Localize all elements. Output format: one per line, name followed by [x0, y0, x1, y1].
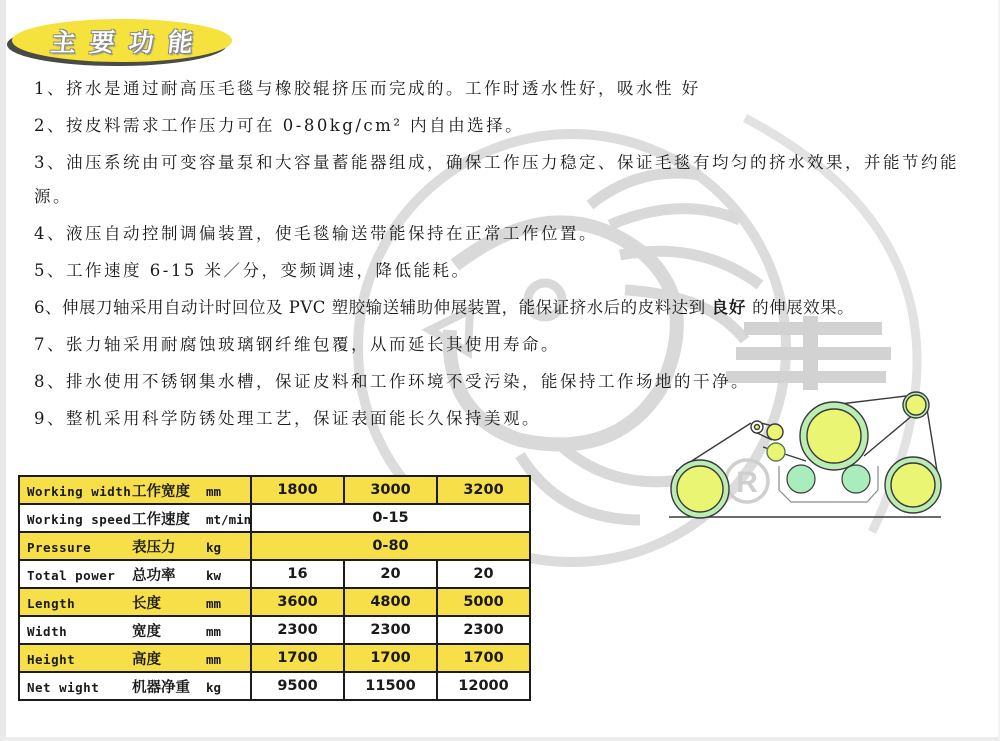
spec-unit: mm: [206, 483, 222, 499]
table-row: [19, 588, 530, 616]
feature-item-7: 7、张力轴采用耐腐蚀玻璃钢纤维包覆，从而延长其使用寿命。: [34, 335, 560, 354]
spec-name-en: Pressure: [27, 539, 92, 555]
spec-value: 9500: [251, 672, 344, 700]
spec-value: 1700: [344, 644, 437, 672]
feature-item-1: 1、挤水是通过耐高压毛毯与橡胶辊挤压而完成的。工作时透水性好，吸水性 好: [34, 79, 701, 98]
spec-name-en: Width: [27, 623, 68, 639]
spec-name-cn: 机器净重: [132, 679, 190, 696]
spec-table: [18, 475, 531, 701]
spec-value: 1800: [251, 476, 344, 504]
spec-name-cn: 高度: [132, 651, 161, 668]
feature-item-9: 9、整机采用科学防锈处理工艺，保证表面能长久保持美观。: [34, 409, 541, 428]
section-title-badge: [12, 19, 232, 62]
table-row: [19, 504, 530, 532]
spec-value: 16: [251, 560, 344, 588]
spec-name-cn: 工作速度: [132, 511, 190, 528]
spec-name-cn: 总功率: [132, 567, 176, 584]
registered-trademark-letter: R: [736, 466, 758, 499]
spec-name-cn: 宽度: [132, 623, 161, 640]
spec-unit: kw: [206, 567, 222, 583]
spec-value: 20: [437, 560, 530, 588]
spec-unit: mm: [206, 595, 222, 611]
belt-line: [864, 415, 913, 456]
spec-name-en: Working width: [27, 483, 132, 499]
spec-value: 4800: [344, 588, 437, 616]
table-row: [19, 476, 530, 504]
spec-value: 0-80: [251, 532, 530, 560]
spec-value: 12000: [437, 672, 530, 700]
table-row: [19, 644, 530, 672]
spec-unit: kg: [206, 679, 222, 695]
spec-unit: mm: [206, 651, 222, 667]
spec-value: 2300: [437, 616, 530, 644]
spec-value: 20: [344, 560, 437, 588]
machine-diagram: [655, 383, 955, 525]
feature-item-2: 2、按皮料需求工作压力可在 0-80kg/cm² 内自由选择。: [34, 116, 525, 135]
spec-value: 2300: [344, 616, 437, 644]
adjuster-pulley: [767, 424, 783, 440]
spec-unit: mt/min: [206, 511, 252, 527]
spec-value: 1700: [437, 644, 530, 672]
feature-item-6: 6、伸展刀轴采用自动计时回位及 PVC 塑胶输送辅助伸展装置，能保证挤水后的皮料达到 良好 的伸展效果。: [34, 298, 855, 317]
table-row: [19, 532, 530, 560]
spec-name-cn: 表压力: [132, 539, 176, 556]
spec-name-en: Net wight: [27, 679, 100, 695]
table-row: [19, 616, 530, 644]
spec-name-cn: 长度: [132, 595, 161, 612]
spec-name-cn: 工作宽度: [132, 483, 190, 500]
spec-value: 1700: [251, 644, 344, 672]
spec-value: 11500: [344, 672, 437, 700]
table-row: [19, 560, 530, 588]
spec-name-en: Total power: [27, 567, 116, 583]
spec-name-en: Height: [27, 651, 76, 667]
page-title: 主要功能: [49, 27, 209, 57]
spec-value: 3200: [437, 476, 530, 504]
spec-value: 5000: [437, 588, 530, 616]
spec-value: 3000: [344, 476, 437, 504]
squeeze-roll: [842, 465, 870, 493]
spec-table-body: [19, 476, 530, 700]
belt-line: [840, 396, 906, 404]
spec-unit: mm: [206, 623, 222, 639]
feature-item-4: 4、液压自动控制调偏装置，使毛毯输送带能保持在正常工作位置。: [34, 224, 598, 243]
spec-name-en: Working speed: [27, 511, 132, 527]
spec-name-en: Length: [27, 595, 76, 611]
spec-value: 0-15: [251, 504, 530, 532]
spec-value: 3600: [251, 588, 344, 616]
feature-item-8: 8、排水使用不锈钢集水槽，保证皮料和工作环境不受污染，能保持工作场地的干净。: [34, 372, 750, 391]
spec-value: 2300: [251, 616, 344, 644]
adjuster-pulley: [767, 443, 785, 461]
squeeze-roll: [787, 465, 815, 493]
spec-unit: kg: [206, 539, 222, 555]
feature-item-3: 3、油压系统由可变容量泵和大容量蓄能器组成，确保工作压力稳定、保证毛毯有均匀的挤水效果，并能节约能源。: [34, 153, 959, 206]
table-row: [19, 672, 530, 700]
feature-item-5: 5、工作速度 6-15 米／分，变频调速，降低能耗。: [34, 261, 471, 280]
